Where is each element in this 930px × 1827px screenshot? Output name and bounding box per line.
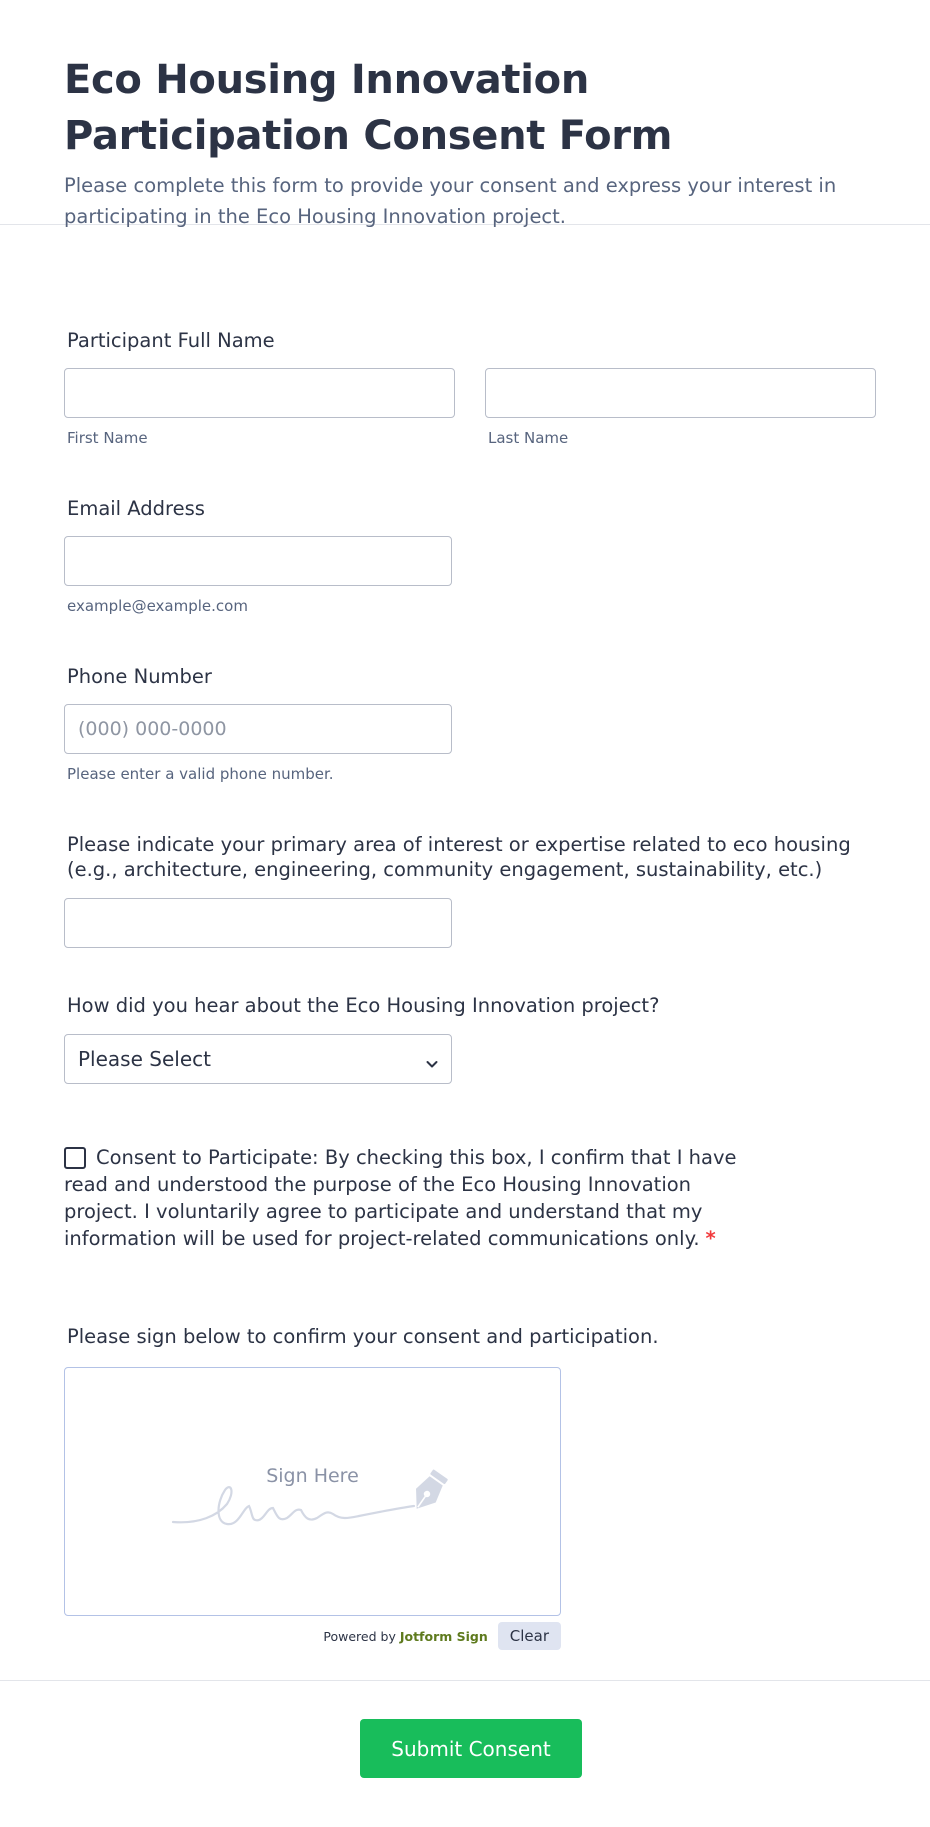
referral-field	[64, 993, 659, 1084]
last-name-sublabel: Last Name	[488, 429, 569, 447]
last-name-input[interactable]	[485, 368, 876, 418]
signature-field	[64, 1324, 659, 1350]
form-subtitle: Please complete this form to provide your consent and express your interest in participating in the Eco Housing Innovation project.	[64, 174, 837, 228]
consent-field	[64, 1144, 764, 1252]
consent-checkbox[interactable]	[64, 1147, 86, 1169]
sign-here-hint: Sign Here	[266, 1465, 359, 1487]
referral-label: How did you hear about the Eco Housing Innovation project?	[67, 994, 660, 1017]
referral-selected-value: Please Select	[78, 1047, 211, 1071]
phone-input[interactable]	[64, 704, 452, 754]
required-asterisk: *	[705, 1227, 716, 1250]
bottom-divider	[0, 1680, 930, 1681]
email-input[interactable]	[64, 536, 452, 586]
form-title: Eco Housing Innovation Participation Consent Form	[64, 57, 673, 159]
first-name-sublabel: First Name	[67, 429, 148, 447]
last-name-group	[485, 368, 876, 448]
phone-sublabel: Please enter a valid phone number.	[67, 765, 334, 783]
submit-consent-button[interactable]: Submit Consent	[360, 1719, 582, 1778]
signature-illustration-icon	[169, 1464, 459, 1534]
chevron-down-icon	[425, 1052, 439, 1066]
clear-signature-button[interactable]: Clear	[498, 1622, 561, 1650]
interest-field	[64, 832, 884, 948]
signature-pad[interactable]	[64, 1367, 561, 1616]
email-field	[64, 496, 452, 616]
phone-field	[64, 664, 452, 784]
signature-footer	[64, 1622, 561, 1650]
first-name-group	[64, 368, 455, 448]
phone-label: Phone Number	[67, 665, 212, 688]
interest-input[interactable]	[64, 898, 452, 948]
full-name-field	[64, 328, 876, 448]
jotform-sign-link[interactable]: Jotform Sign	[399, 1628, 488, 1644]
email-sublabel: example@example.com	[67, 597, 248, 615]
first-name-input[interactable]	[64, 368, 455, 418]
consent-text: Consent to Participate: By checking this box, I confirm that I have read and understood the purpose of the Eco Housing Innovation project. I voluntarily agree to participate and understand that my information will be used for project-related communications only.	[64, 1146, 737, 1250]
full-name-label: Participant Full Name	[67, 329, 275, 352]
form-header	[0, 0, 930, 228]
full-name-inputs	[64, 368, 876, 448]
signature-label: Please sign below to confirm your consent and participation.	[67, 1325, 659, 1348]
referral-select[interactable]	[64, 1034, 452, 1084]
email-label: Email Address	[67, 497, 205, 520]
powered-by	[323, 1629, 487, 1644]
powered-by-prefix: Powered by	[323, 1628, 396, 1644]
interest-label: Please indicate your primary area of interest or expertise related to eco housing (e.g., architecture, engineering, community engagement, sustainability, etc.)	[67, 833, 851, 881]
